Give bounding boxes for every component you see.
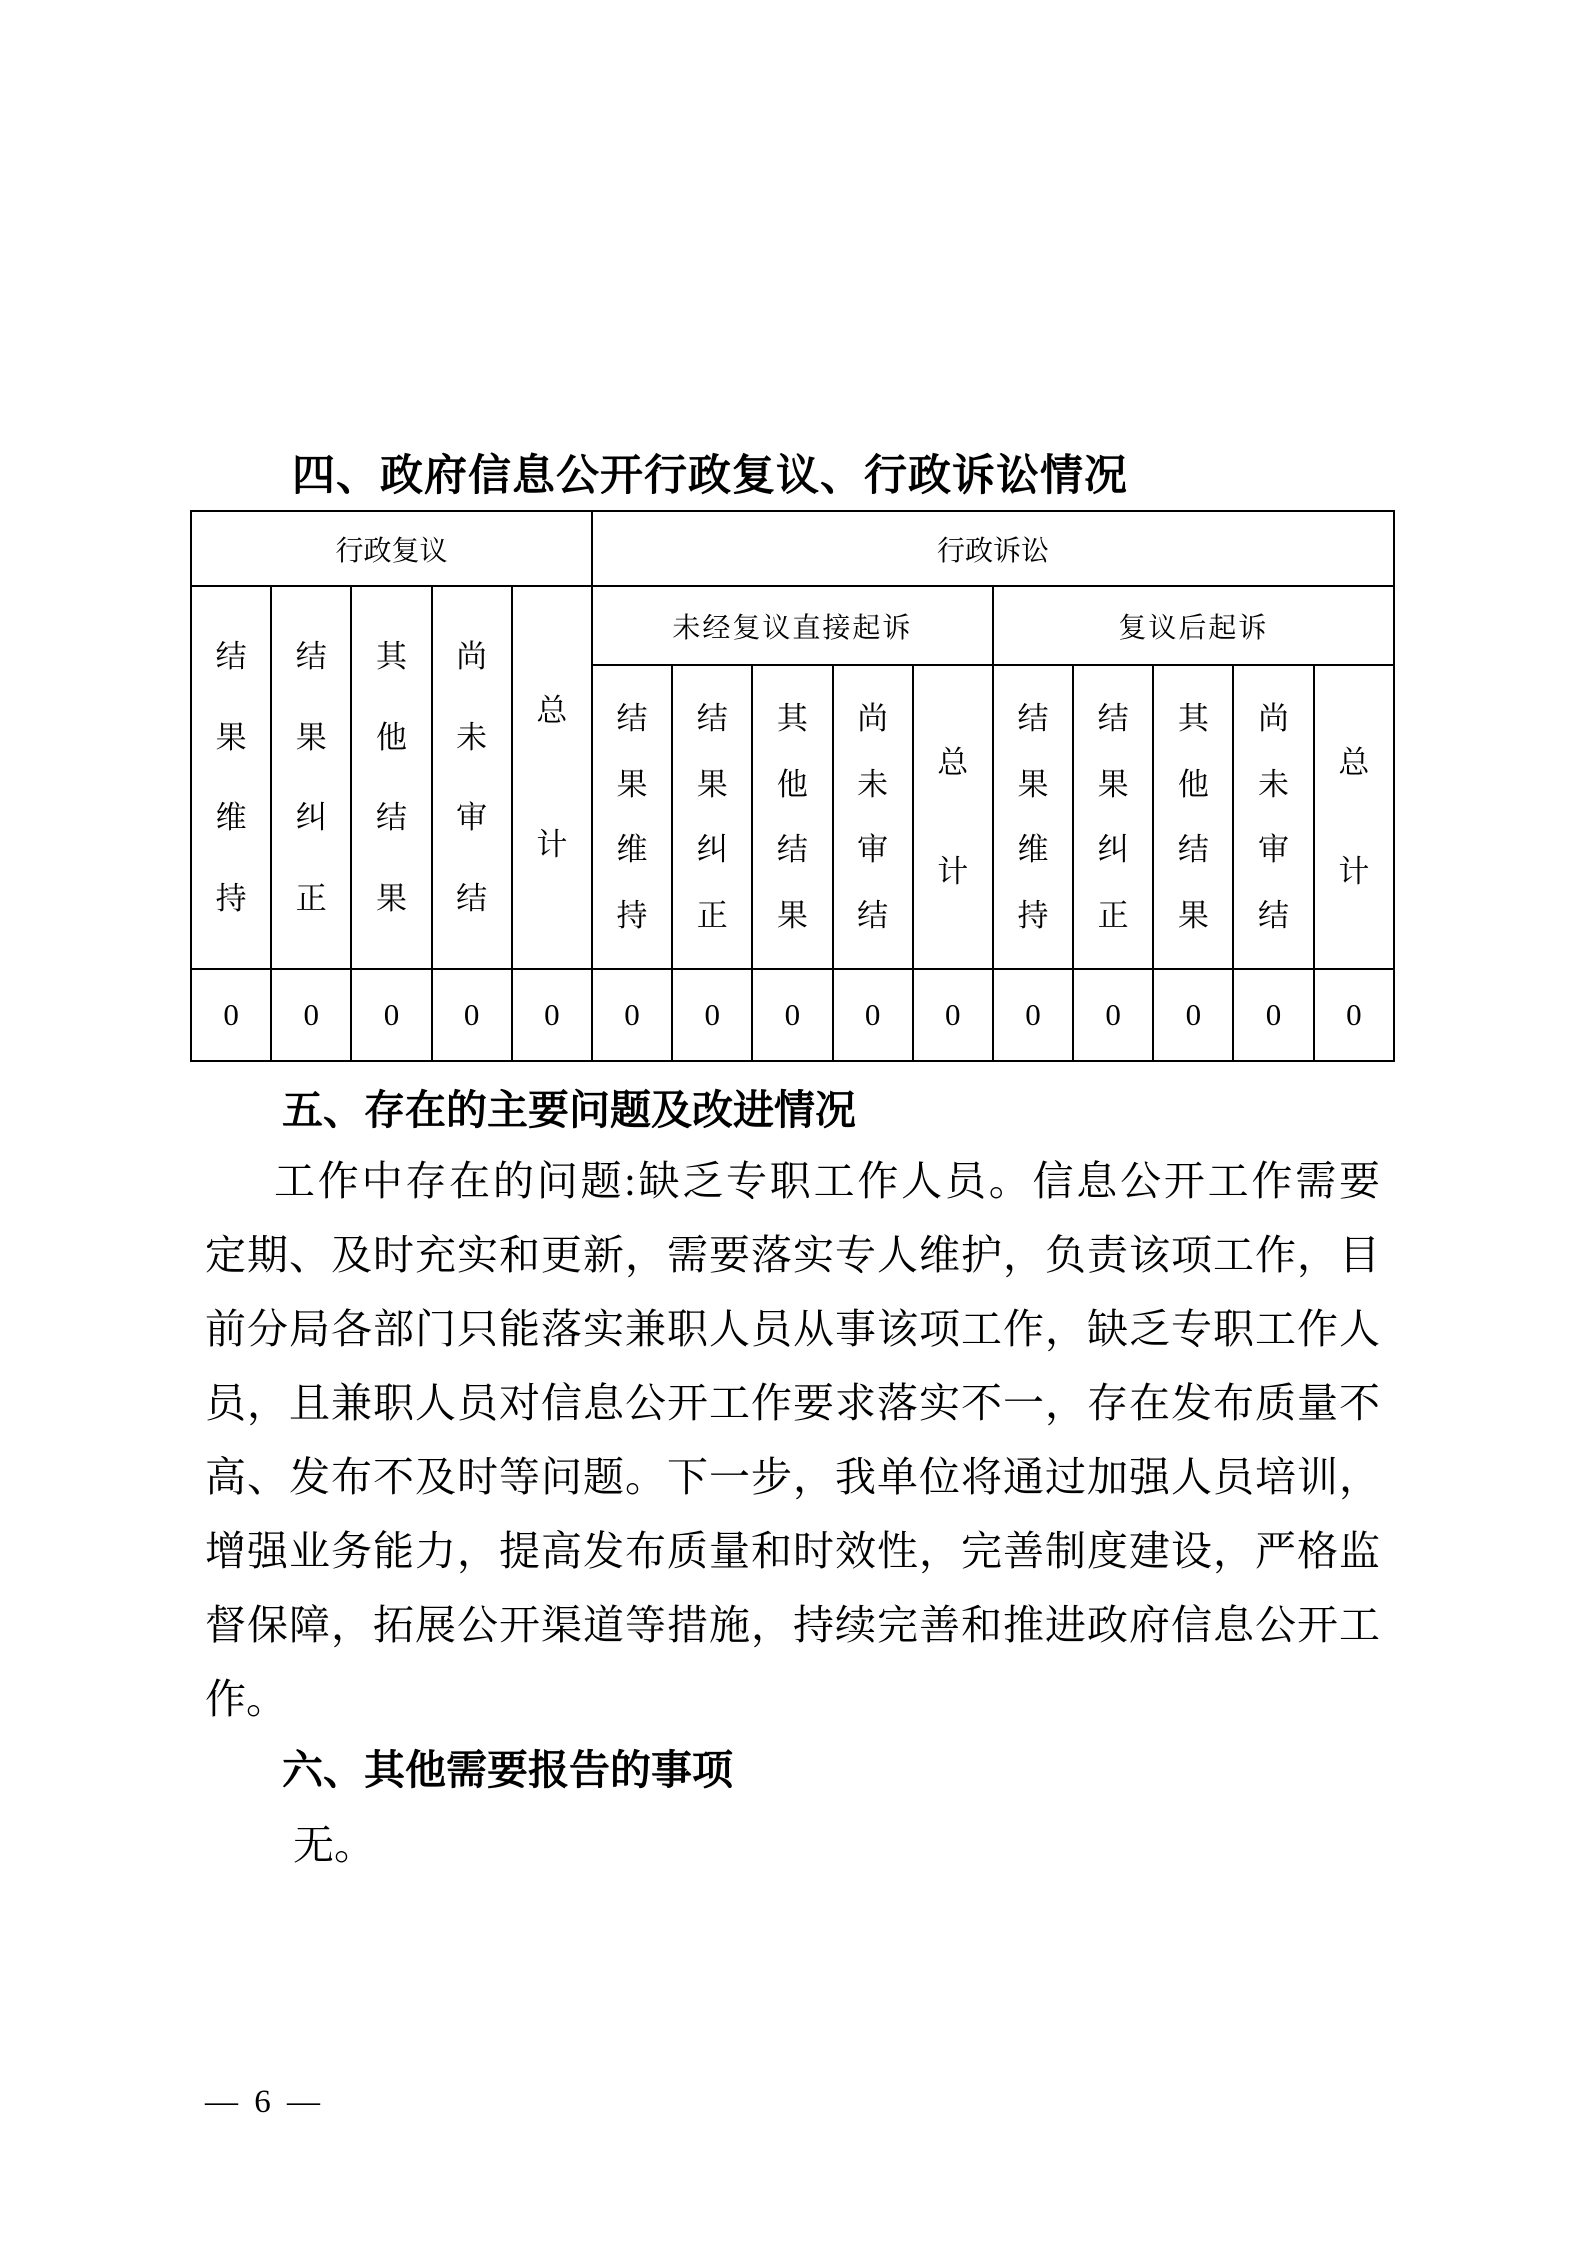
col-header-other-outcome: 其 他 结 果 <box>1153 665 1233 969</box>
value-cell: 0 <box>993 969 1073 1061</box>
value-cell: 0 <box>512 969 592 1061</box>
paragraph-line: 前分局各部门只能落实兼职人员从事该项工作，缺乏专职工作人 <box>205 1306 1380 1352</box>
paragraph-line: 增强业务能力，提高发布质量和时效性，完善制度建设，严格监 <box>205 1528 1380 1574</box>
group-header-litigation: 行政诉讼 <box>592 511 1394 586</box>
value-cell: 0 <box>351 969 431 1061</box>
col-header-pending: 尚 未 审 结 <box>1233 665 1313 969</box>
section5-paragraph <box>205 1144 1380 1736</box>
col-header-total: 总 计 <box>512 586 592 969</box>
value-cell: 0 <box>191 969 271 1061</box>
col-header-total: 总 计 <box>913 665 993 969</box>
paragraph-line: 定期、及时充实和更新，需要落实专人维护，负责该项工作，目 <box>205 1232 1380 1278</box>
value-cell: 0 <box>1153 969 1233 1061</box>
col-header-result-upheld: 结 果 维 持 <box>592 665 672 969</box>
col-header-other-outcome: 其 他 结 果 <box>351 586 431 969</box>
table-sub-header-row <box>191 586 1394 665</box>
col-header-result-corrected: 结 果 纠 正 <box>271 586 351 969</box>
review-litigation-table <box>190 510 1395 1062</box>
value-cell: 0 <box>672 969 752 1061</box>
value-cell: 0 <box>913 969 993 1061</box>
col-header-result-upheld: 结 果 维 持 <box>993 665 1073 969</box>
value-cell: 0 <box>592 969 672 1061</box>
value-cell: 0 <box>432 969 512 1061</box>
value-cell: 0 <box>1314 969 1394 1061</box>
section5-heading: 五、存在的主要问题及改进情况 <box>282 1087 856 1133</box>
section6-content: 无。 <box>293 1822 375 1868</box>
paragraph-line: 督保障，拓展公开渠道等措施，持续完善和推进政府信息公开工 <box>205 1602 1380 1648</box>
col-header-other-outcome: 其 他 结 果 <box>752 665 832 969</box>
col-header-result-upheld: 结 果 维 持 <box>191 586 271 969</box>
group-header-reconsideration: 行政复议 <box>191 511 592 586</box>
value-cell: 0 <box>752 969 832 1061</box>
sub-header-direct-suit: 未经复议直接起诉 <box>592 586 993 665</box>
col-header-result-corrected: 结 果 纠 正 <box>1073 665 1153 969</box>
col-header-result-corrected: 结 果 纠 正 <box>672 665 752 969</box>
sub-header-suit-after-reconsideration: 复议后起诉 <box>993 586 1394 665</box>
value-cell: 0 <box>271 969 351 1061</box>
col-header-total: 总 计 <box>1314 665 1394 969</box>
section4-heading: 四、政府信息公开行政复议、行政诉讼情况 <box>292 452 1128 500</box>
paragraph-line: 作。 <box>205 1676 287 1722</box>
paragraph-line: 高、发布不及时等问题。下一步，我单位将通过加强人员培训， <box>205 1454 1380 1500</box>
section6-heading: 六、其他需要报告的事项 <box>282 1747 733 1793</box>
col-header-pending: 尚 未 审 结 <box>833 665 913 969</box>
table-group-header-row <box>191 511 1394 586</box>
paragraph-line: 工作中存在的问题:缺乏专职工作人员。信息公开工作需要 <box>274 1158 1380 1204</box>
col-header-pending: 尚 未 审 结 <box>432 586 512 969</box>
paragraph-line: 员，且兼职人员对信息公开工作要求落实不一，存在发布质量不 <box>205 1380 1380 1426</box>
page-number: — 6 — <box>205 2084 324 2120</box>
value-cell: 0 <box>833 969 913 1061</box>
table-value-row <box>191 969 1394 1061</box>
value-cell: 0 <box>1233 969 1313 1061</box>
value-cell: 0 <box>1073 969 1153 1061</box>
